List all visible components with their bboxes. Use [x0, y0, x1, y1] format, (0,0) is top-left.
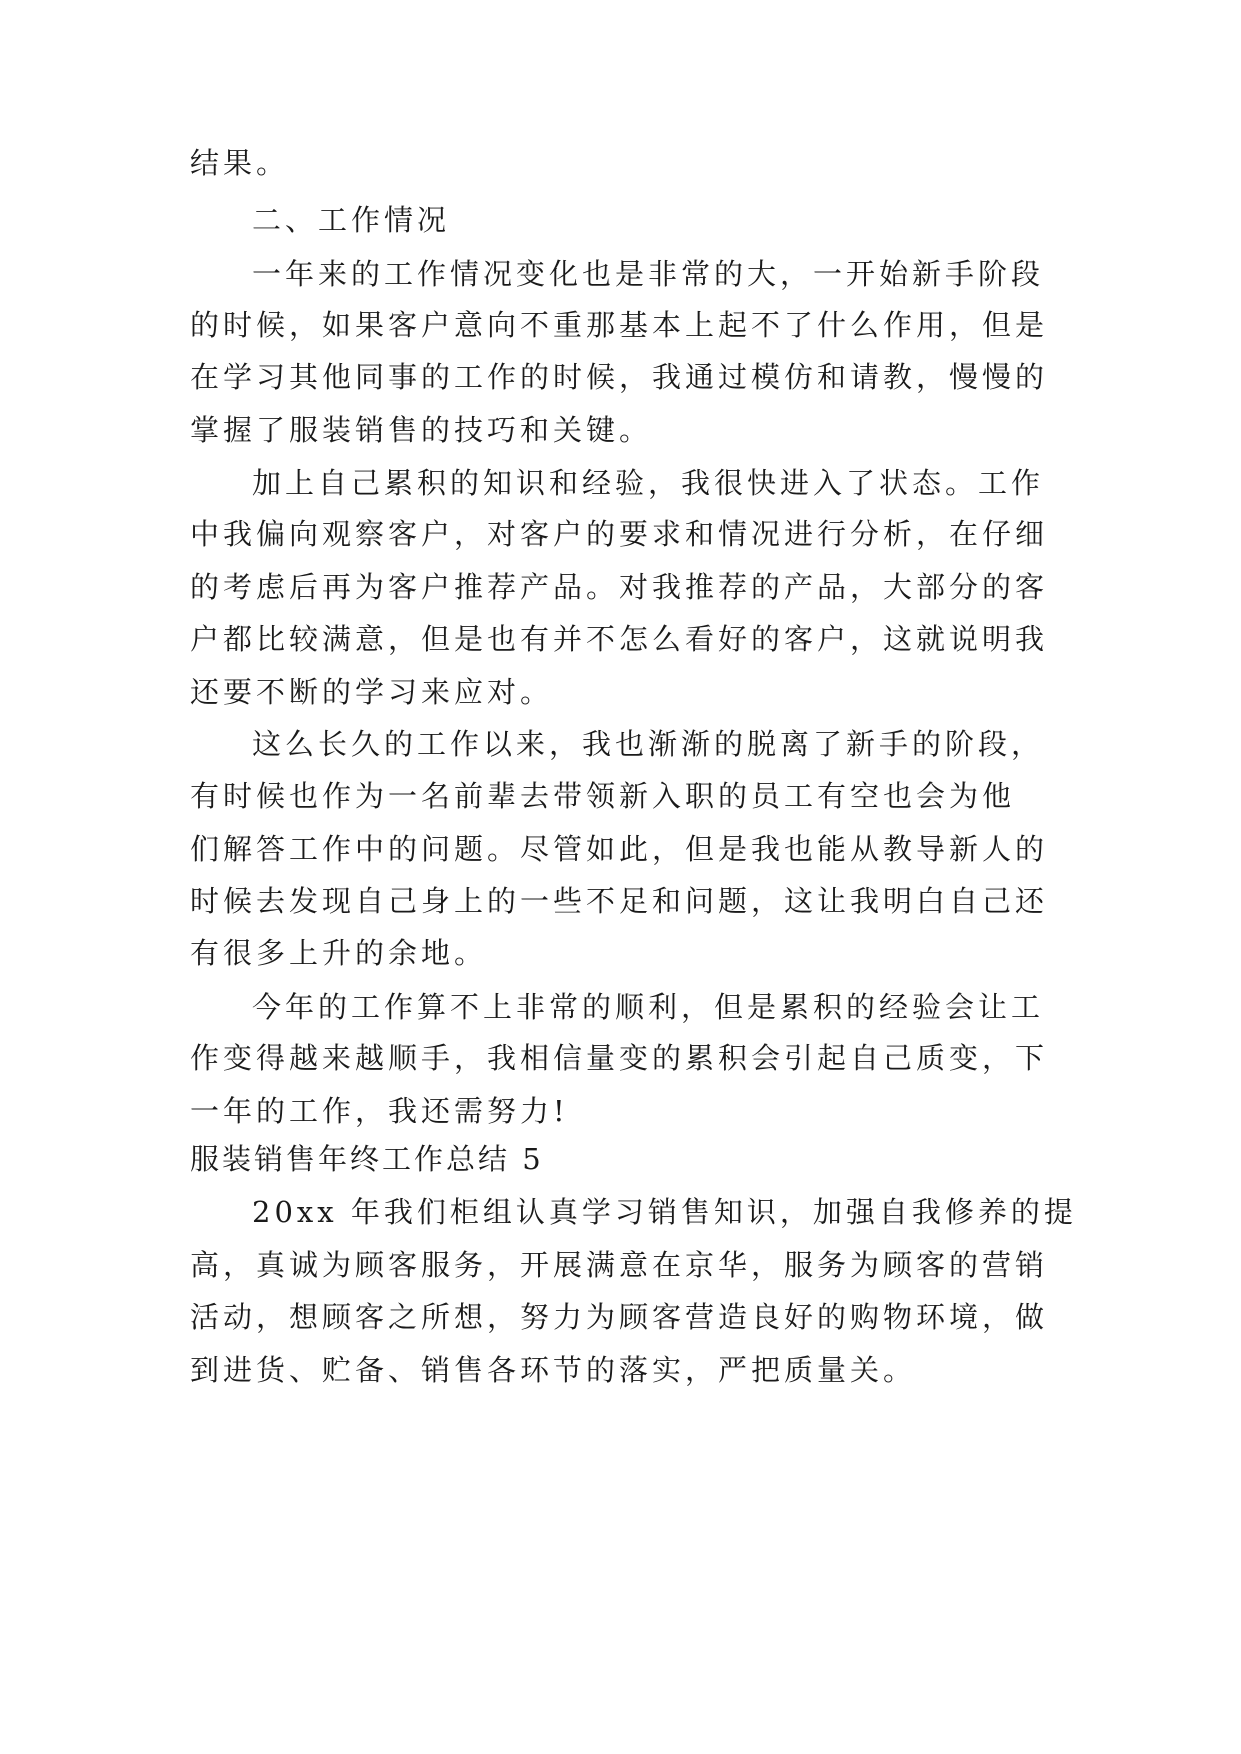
text-line: 这么长久的工作以来，我也渐渐的脱离了新手的阶段，: [252, 727, 1045, 761]
text-line: 的考虑后再为客户推荐产品。对我推荐的产品，大部分的客: [190, 570, 1049, 604]
text-line: 结果。: [190, 146, 290, 180]
text-line: 作变得越来越顺手，我相信量变的累积会引起自己质变，下: [190, 1041, 1049, 1075]
text-line: 一年的工作，我还需努力!: [190, 1094, 569, 1128]
text-line: 高，真诚为顾客服务，开展满意在京华，服务为顾客的营销: [190, 1248, 1049, 1282]
text-line: 加上自己累积的知识和经验，我很快进入了状态。工作: [252, 466, 1045, 500]
text-line: 一年来的工作情况变化也是非常的大，一开始新手阶段: [252, 257, 1045, 291]
text-line: 活动，想顾客之所想，努力为顾客营造良好的购物环境，做: [190, 1300, 1049, 1334]
section-heading: 二、工作情况: [252, 203, 451, 237]
text-line: 中我偏向观察客户，对客户的要求和情况进行分析，在仔细: [190, 517, 1049, 551]
text-line: 有时候也作为一名前辈去带领新入职的员工有空也会为他: [190, 779, 1016, 813]
article-title: 服装销售年终工作总结 5: [190, 1142, 544, 1176]
text-line: 今年的工作算不上非常的顺利，但是累积的经验会让工: [252, 990, 1045, 1024]
text-line: 在学习其他同事的工作的时候，我通过模仿和请教，慢慢的: [190, 360, 1049, 394]
text-line: 有很多上升的余地。: [190, 936, 488, 970]
text-line: 到进货、贮备、销售各环节的落实，严把质量关。: [190, 1353, 917, 1387]
text-line: 们解答工作中的问题。尽管如此，但是我也能从教导新人的: [190, 832, 1049, 866]
text-line: 掌握了服装销售的技巧和关键。: [190, 413, 653, 447]
text-line: 时候去发现自己身上的一些不足和问题，这让我明白自己还: [190, 884, 1049, 918]
text-line: 的时候，如果客户意向不重那基本上起不了什么作用，但是: [190, 308, 1049, 342]
text-line: 还要不断的学习来应对。: [190, 675, 554, 709]
text-line: 户都比较满意，但是也有并不怎么看好的客户，这就说明我: [190, 622, 1049, 656]
text-line: 20xx 年我们柜组认真学习销售知识，加强自我修养的提: [252, 1195, 1077, 1229]
